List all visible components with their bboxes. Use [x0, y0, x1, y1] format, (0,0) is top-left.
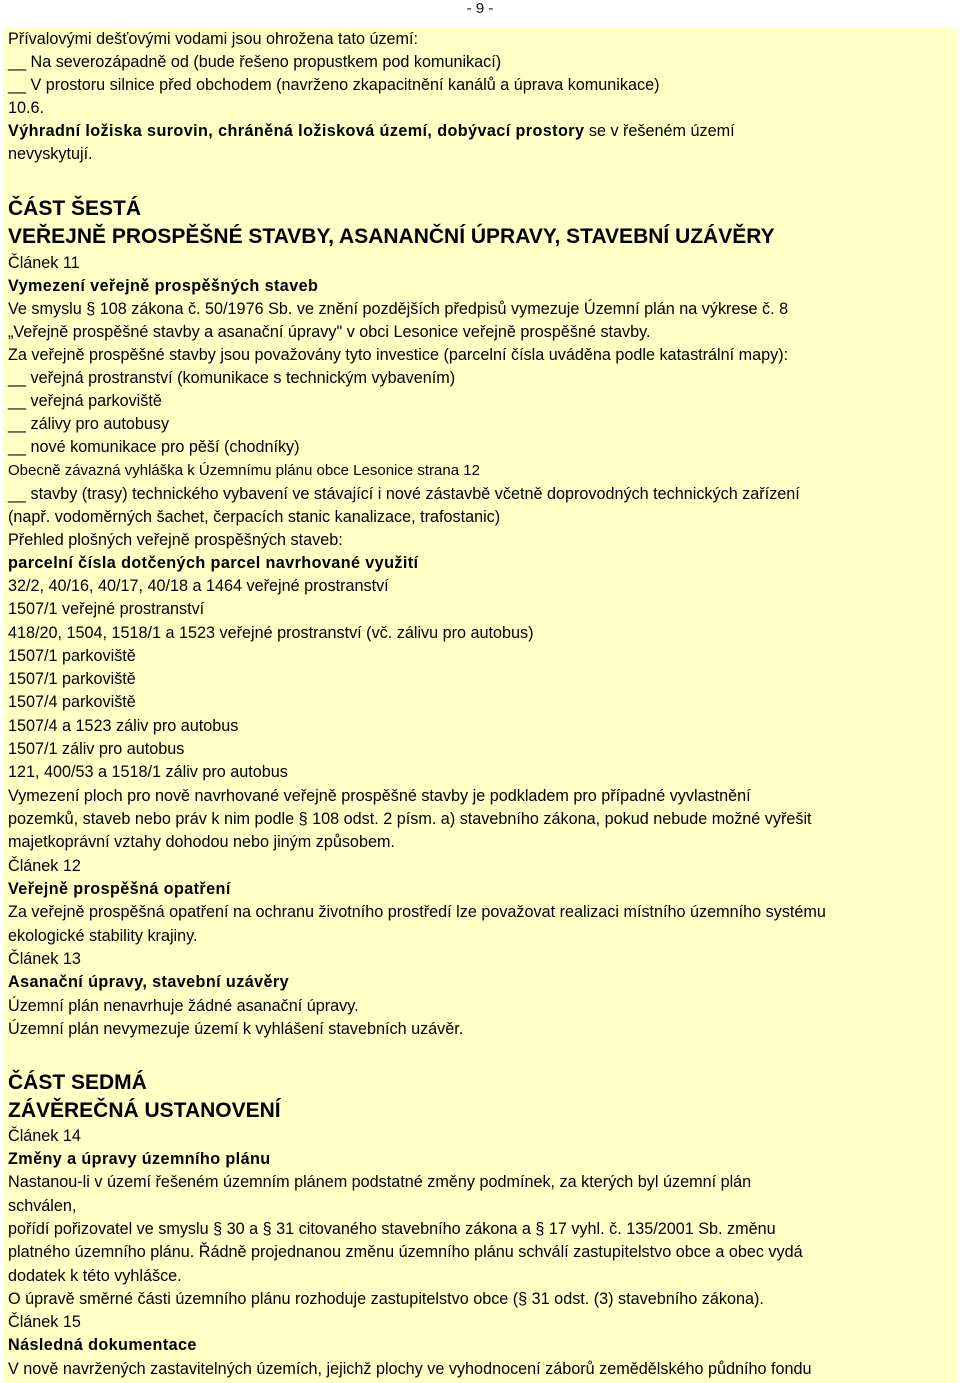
table-row: 1507/1 veřejné prostranství — [8, 600, 205, 618]
text-line: pozemků, staveb nebo práv k nim podle § 108 odst. 2 písm. a) stavebního zákona, pokud nebude možné vyřešit — [8, 810, 812, 828]
text-line: Vymezení ploch pro nově navrhované veřejně prospěšné stavby je podkladem pro případné vyvlastnění — [8, 787, 751, 805]
section-heading-text: se v řešeném území — [584, 122, 735, 140]
text-line: Nastanou-li v území řešeném územním plánem podstatné změny podmínek, za kterých byl územní plán — [8, 1173, 752, 1191]
table-row: 418/20, 1504, 1518/1 a 1523 veřejné prostranství (vč. zálivu pro autobus) — [8, 624, 534, 642]
table-row: 1507/1 parkoviště — [8, 647, 136, 665]
list-item: __ veřejná prostranství (komunikace s technickým vybavením) — [8, 369, 456, 387]
article-title: Vymezení veřejně prospěšných staveb — [8, 277, 319, 295]
table-row: 1507/4 a 1523 záliv pro autobus — [8, 717, 239, 735]
part-title: ČÁST SEDMÁ — [8, 1071, 147, 1094]
table-header: parcelní čísla dotčených parcel navrhované využití — [8, 554, 419, 572]
text-line: O úpravě směrné části územního plánu rozhoduje zastupitelstvo obce (§ 31 odst. (3) stavebního zákona). — [8, 1290, 764, 1308]
text-line: majetkoprávní vztahy dohodou nebo jiným způsobem. — [8, 833, 395, 851]
text-line: dodatek k této vyhlášce. — [8, 1267, 182, 1285]
article-number: Článek 15 — [8, 1313, 81, 1331]
text-line: Územní plán nevymezuje území k vyhlášení stavebních uzávěr. — [8, 1020, 464, 1038]
part-subtitle: ZÁVĚREČNÁ USTANOVENÍ — [8, 1099, 281, 1122]
text-line: (např. vodoměrných šachet, čerpacích stanic kanalizace, trafostanic) — [8, 508, 501, 526]
text-line: pořídí pořizovatel ve smyslu § 30 a § 31 citovaného stavebního zákona a § 17 vyhl. č. 135/2001 Sb. změnu — [8, 1220, 776, 1238]
part-title: ČÁST ŠESTÁ — [8, 197, 142, 220]
text-line: Územní plán nenavrhuje žádné asanační úpravy. — [8, 997, 359, 1015]
table-row: 121, 400/53 a 1518/1 záliv pro autobus — [8, 763, 288, 781]
section-heading-line — [8, 120, 953, 142]
article-title: Veřejně prospěšná opatření — [8, 880, 231, 898]
text-line: Za veřejně prospěšné stavby jsou považovány tyto investice (parcelní čísla uváděna podle katastrální mapy): — [8, 346, 789, 364]
table-row: 1507/1 záliv pro autobus — [8, 740, 185, 758]
text-line: __ V prostoru silnice před obchodem (navrženo zkapacitnění kanálů a úprava komunikace) — [8, 76, 660, 94]
list-item: __ nové komunikace pro pěší (chodníky) — [8, 438, 300, 456]
text-line: Přívalovými dešťovými vodami jsou ohrožena tato území: — [8, 30, 419, 48]
document-page — [3, 28, 957, 1383]
text-line: __ Na severozápadně od (bude řešeno propustkem pod komunikací) — [8, 53, 502, 71]
table-row: 1507/1 parkoviště — [8, 670, 136, 688]
text-line: „Veřejně prospěšné stavby a asanační úpravy" v obci Lesonice veřejně prospěšné stavby. — [8, 323, 651, 341]
section-number: 10.6. — [8, 99, 45, 117]
text-line: Přehled plošných veřejně prospěšných staveb: — [8, 531, 343, 549]
text-line: ekologické stability krajiny. — [8, 927, 198, 945]
part-subtitle: VEŘEJNĚ PROSPĚŠNÉ STAVBY, ASANANČNÍ ÚPRAVY, STAVEBNÍ UZÁVĚRY — [8, 225, 775, 248]
article-number: Článek 14 — [8, 1127, 81, 1145]
text-line: Za veřejně prospěšná opatření na ochranu životního prostředí lze považovat realizaci místního územního systému — [8, 903, 826, 921]
article-number: Článek 12 — [8, 857, 81, 875]
section-heading: Výhradní ložiska surovin, chráněná ložisková území, dobývací prostory — [8, 122, 585, 140]
article-title: Následná dokumentace — [8, 1336, 197, 1354]
page-number: - 9 - — [466, 0, 494, 17]
article-title: Asanační úpravy, stavební uzávěry — [8, 973, 290, 991]
article-number: Článek 11 — [8, 254, 80, 272]
table-row: 32/2, 40/16, 40/17, 40/18 a 1464 veřejné prostranství — [8, 577, 389, 595]
page-footer-note: Obecně závazná vyhláška k Územnímu plánu obce Lesonice strana 12 — [8, 462, 480, 479]
text-line: schválen, — [8, 1197, 77, 1215]
article-number: Článek 13 — [8, 950, 81, 968]
text-line: platného územního plánu. Řádně projednanou změnu územního plánu schválí zastupitelstvo obce a obec vydá — [8, 1243, 803, 1261]
list-item: __ stavby (trasy) technického vybavení ve stávající i nové zástavbě včetně doprovodných technických zařízení — [8, 485, 800, 503]
article-title: Změny a úpravy územního plánu — [8, 1150, 271, 1168]
table-row: 1507/4 parkoviště — [8, 693, 136, 711]
list-item: __ veřejná parkoviště — [8, 392, 162, 410]
text-line: V nově navržených zastavitelných územích, jejichž plochy ve vyhodnocení záborů zemědělského půdního fondu — [8, 1360, 812, 1378]
text-line: nevyskytují. — [8, 145, 93, 163]
text-line: Ve smyslu § 108 zákona č. 50/1976 Sb. ve znění pozdějších předpisů vymezuje Územní plán na výkrese č. 8 — [8, 300, 789, 318]
list-item: __ zálivy pro autobusy — [8, 415, 170, 433]
